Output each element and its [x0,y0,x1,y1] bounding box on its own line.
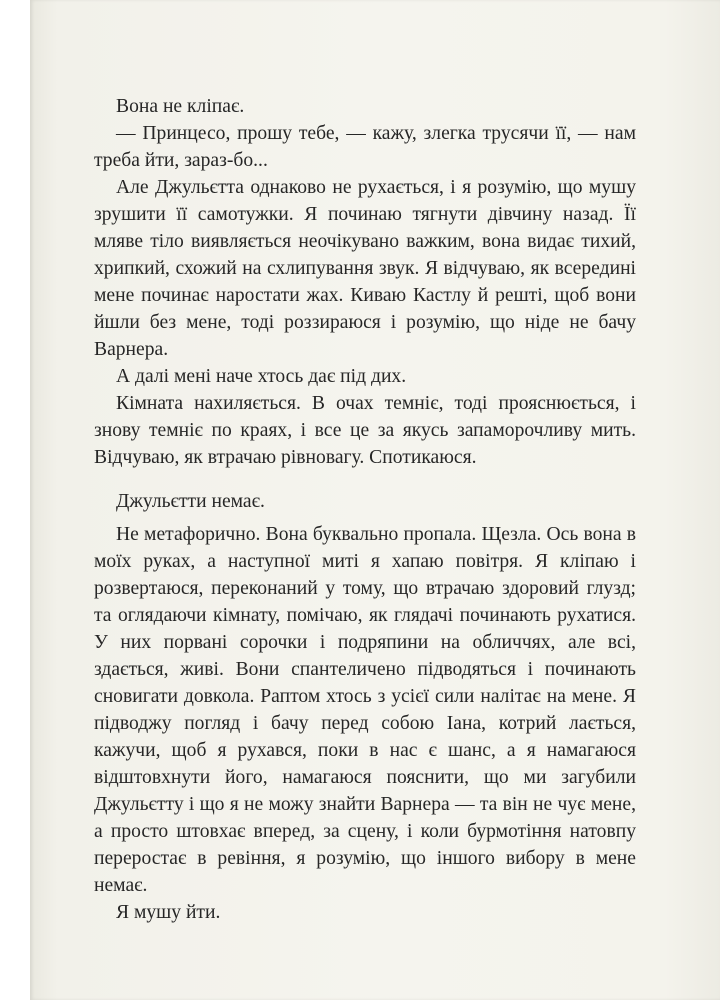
paragraph: Я мушу йти. [116,902,221,923]
page-text [94,93,636,926]
paragraph: А далі мені наче хтось дає під дих. [116,366,407,387]
paragraph: — Принцесо, прошу тебе, — кажу, злегка трусячи її, — нам треба йти, зараз-бо... [94,123,636,171]
paragraph: Вона не кліпає. [116,96,245,117]
book-page [30,0,720,1000]
paragraph: Але Джульєтта однаково не рухається, і я розумію, що мушу зрушити її самотужки. Я починаю тягнути дівчину назад. Її мляве тіло виявляється неочікувано важким, вона видає тихий, хрипкий, схожий на схлипування звук. Я відчуваю, як всередині мене починає наростати жах. Киваю Кастлу й решті, щоб вони йшли без мене, тоді роззираюся і розумію, що ніде не бачу Варнера. [94,177,636,360]
paragraph: Кімната нахиляється. В очах темніє, тоді прояснюється, і знову темніє по краях, і все це за якусь запаморочливу мить. Відчуваю, як втрачаю рівновагу. Спотикаюся. [94,393,636,468]
paragraph: Не метафорично. Вона буквально пропала. Щезла. Ось вона в моїх руках, а наступної миті я хапаю повітря. Я кліпаю і розвертаюся, переконаний у тому, що втрачаю здоровий глузд; та оглядаючи кімнату, помічаю, як глядачі починають рухатися. У них порвані сорочки і подряпини на обличчях, але всі, здається, живі. Вони спантеличено підводяться і починають сновигати довкола. Раптом хтось з усієї сили налітає на мене. Я підводжу погляд і бачу перед собою Іана, котрий лається, кажучи, щоб я рухався, поки в нас є шанс, а я намагаюся відштовхнути його, намагаюся пояснити, що ми загубили Джульєтту і що я не можу знайти Варнера — та він не чує мене, а просто штовхає вперед, за сцену, і коли бурмотіння натовпу переростає в ревіння, я розумію, що іншого вибору в мене немає. [94,524,636,896]
paragraph: Джульєтти немає. [116,491,265,512]
